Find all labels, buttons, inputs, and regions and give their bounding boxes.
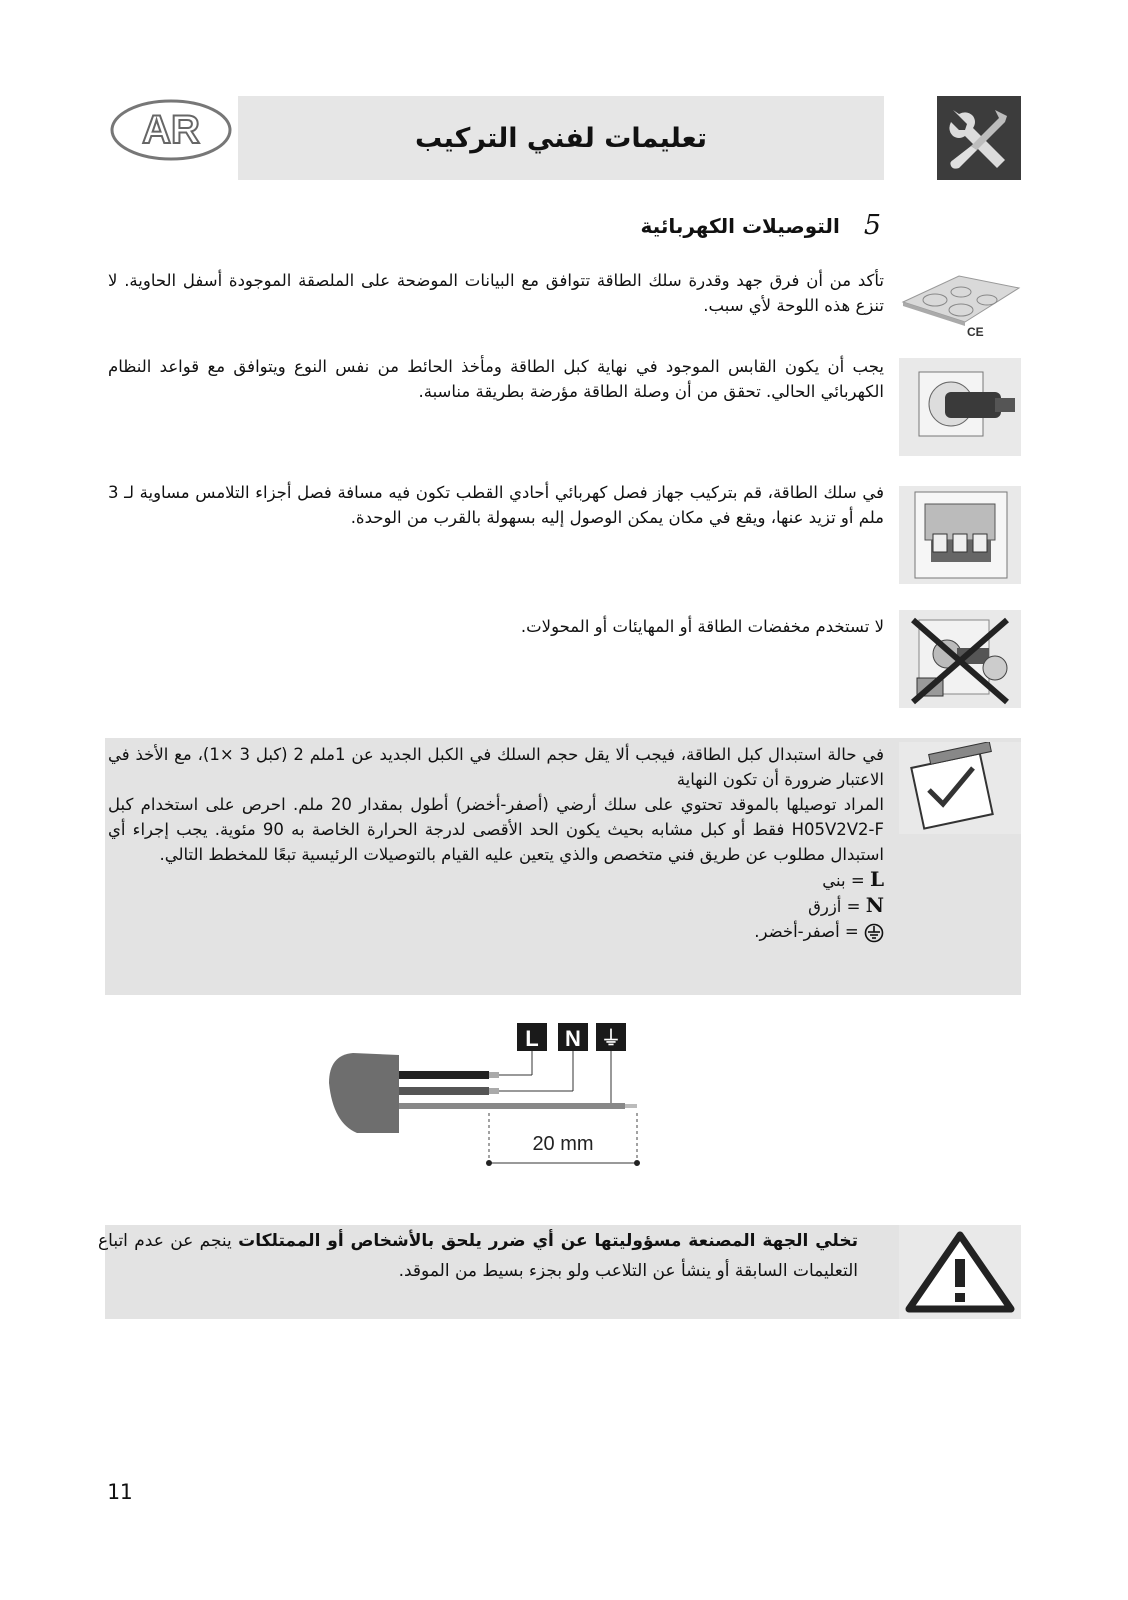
wire-row-neutral: N = أزرق bbox=[808, 893, 884, 917]
wire-row-live: L = بني bbox=[822, 867, 884, 891]
warning-bold: تخلي الجهة المصنعة مسؤوليتها عن أي ضرر يلحق بالأشخاص أو الممتلكات bbox=[238, 1231, 858, 1251]
note-paragraph-2: المراد توصيلها بالموقد تحتوي على سلك أرضي (أصفر-أخضر) أطول بمقدار 20 ملم. احرص على استخدام كبل H05V2V2-F فقط أو كبل مشابه بحيث يكون الحد الأقصى لدرجة الحرارة الخاصة به 90 مئوية. يجب إجراء أي استبدال مطلوب عن طريق فني متخصص والذي يتعين عليه القيام بالتوصيلات الرئيسية تبعًا للمخطط التالي. bbox=[108, 795, 884, 864]
notepad-pencil-icon bbox=[899, 742, 1021, 834]
paragraph-rating-label: تأكد من أن فرق جهد وقدرة سلك الطاقة تتوافق مع البيانات الموضحة على الملصقة الموجودة أسفل الحاوية. لا تنزع هذه اللوحة لأي سبب. bbox=[108, 271, 884, 315]
dimension-label: 20 mm bbox=[532, 1133, 594, 1155]
wiring-diagram bbox=[327, 1023, 667, 1191]
earth-icon bbox=[864, 923, 884, 943]
paragraph-no-adapters: لا تستخدم مخفضات الطاقة أو المهايئات أو المحولات. bbox=[520, 617, 884, 636]
svg-text:N: N bbox=[565, 1026, 581, 1051]
header-title-bar bbox=[238, 96, 884, 180]
page-number: 11 bbox=[107, 1480, 133, 1504]
svg-text:⏚: ⏚ bbox=[601, 1026, 621, 1050]
paragraph-isolating-switch: في سلك الطاقة، قم بتركيب جهاز فصل كهربائي أحادي القطب تكون فيه مسافة فصل أجزاء التلامس مساوية لـ 3 ملم أو تزيد عنها، ويقع في مكان يمكن الوصول إليه بسهولة بالقرب من الوحدة. bbox=[108, 483, 884, 527]
cable-sheath bbox=[329, 1053, 399, 1133]
tools-icon bbox=[937, 96, 1021, 180]
svg-text:L: L bbox=[525, 1026, 539, 1051]
warning-rest: ينجم عن عدم اتباع التعليمات السابقة أو ينشأ عن التلاعب ولو بجزء بسيط من الموقد. bbox=[98, 1231, 858, 1281]
language-badge bbox=[109, 98, 233, 162]
section-title: التوصيلات الكهربائية bbox=[640, 213, 840, 238]
section-heading bbox=[641, 210, 881, 241]
page-title: تعليمات لفني التركيب bbox=[414, 122, 708, 154]
no-adapter-icon bbox=[899, 610, 1021, 708]
note-paragraph-1: في حالة استبدال كبل الطاقة، فيجب ألا يقل حجم السلك في الكبل الجديد عن 1ملم 2 (كبل 3 ×1)، مع الأخذ في الاعتبار ضرورة أن تكون النهاية bbox=[108, 745, 884, 789]
wire-neutral bbox=[399, 1087, 489, 1095]
paragraph-plug-socket: يجب أن يكون القابس الموجود في نهاية كبل الطاقة ومأخذ الحائط من نفس النوع ويتوافق مع قواعد النظام الكهربائي الحالي. تحقق من أن وصلة الطاقة مؤرضة بطريقة مناسبة. bbox=[108, 357, 884, 401]
warning-triangle-icon bbox=[899, 1225, 1021, 1319]
wire-live bbox=[399, 1071, 489, 1079]
ce-mark: CE bbox=[967, 325, 984, 339]
wire-earth bbox=[399, 1103, 625, 1109]
hob-ce-label-icon bbox=[899, 270, 1021, 340]
language-badge-text: AR bbox=[142, 108, 200, 152]
wire-row-earth: = أصفر-أخضر. bbox=[108, 919, 884, 944]
warning-text bbox=[98, 1226, 858, 1286]
section-number: 5 bbox=[863, 210, 881, 241]
note-text bbox=[108, 742, 884, 944]
wall-socket-plug-icon bbox=[899, 358, 1021, 456]
circuit-breaker-icon bbox=[899, 486, 1021, 584]
